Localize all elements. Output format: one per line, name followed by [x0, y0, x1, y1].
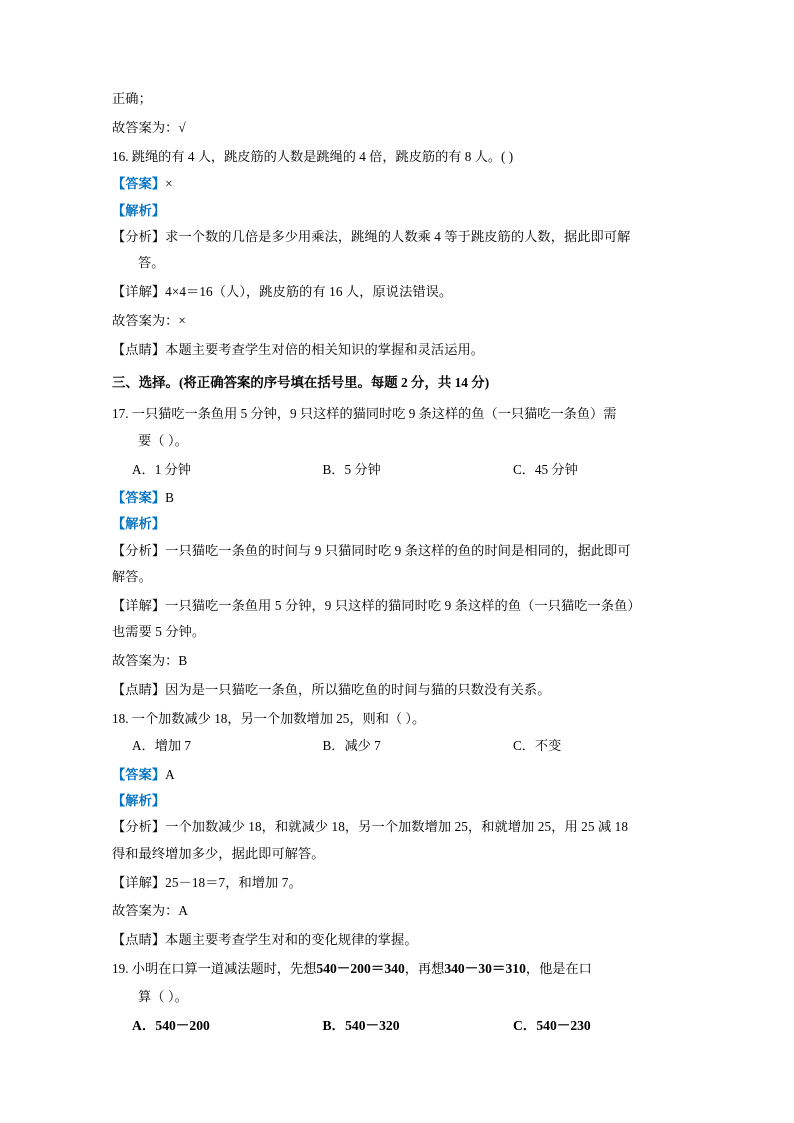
point-text: 因为是一只猫吃一条鱼，所以猫吃鱼的时间与猫的只数没有关系。 — [165, 682, 551, 698]
question-16-answer — [112, 173, 684, 194]
explanation-label: 【解析】 — [112, 516, 166, 532]
question-18 — [112, 708, 684, 729]
question-16-analysis — [112, 226, 684, 247]
question-18-explanation-label — [112, 790, 684, 811]
option-a[interactable]: A．540－200 — [132, 1018, 210, 1034]
question-18-options — [112, 735, 684, 756]
question-16-answer-line: 故答案为：× — [112, 313, 186, 328]
option-c[interactable]: C．540－230 — [512, 1018, 591, 1034]
explanation-label: 【解析】 — [112, 202, 166, 218]
section-title-three: 三、选择。(将正确答案的序号填在括号里。每题 2 分，共 14 分) — [112, 375, 490, 391]
answer-text: 故答案为：√ — [112, 119, 186, 135]
question-17-analysis — [112, 540, 684, 561]
question-19-number: 19. — [112, 961, 129, 977]
question-18-answer-line: 故答案为：A — [112, 903, 189, 919]
question-16-text: 跳绳的有 4 人，跳皮筋的人数是跳绳的 4 倍，跳皮筋的有 8 人。( ) — [131, 148, 514, 164]
point-text: 本题主要考查学生对和的变化规律的掌握。 — [165, 932, 418, 948]
question-17-answer-line: 故答案为：B — [112, 653, 188, 669]
point-label: 【点睛】 — [112, 932, 166, 948]
question-18-analysis — [112, 816, 684, 837]
detail-text: 一只猫吃一条鱼用 5 分钟，9 只这样的猫同时吃 9 条这样的鱼（一只猫吃一条鱼） — [165, 598, 641, 614]
question-17-text-cont: 要（ ）。 — [138, 433, 188, 449]
explanation-label: 【解析】 — [112, 792, 166, 808]
question-16-detail — [112, 281, 684, 302]
option-b[interactable]: B．减少 7 — [322, 738, 381, 754]
answer-label: 【答案】 — [112, 176, 166, 192]
question-16-number: 16. — [112, 148, 129, 164]
point-text: 本题主要考查学生对倍的相关知识的掌握和灵活运用。 — [165, 341, 485, 357]
question-19-text-cont: 算（ ）。 — [138, 989, 188, 1005]
question-19-text-c: ，他是在口 — [525, 961, 592, 977]
analysis-text: 一只猫吃一条鱼的时间与 9 只猫同时吃 9 条这样的鱼的时间是相同的，据此即可 — [165, 542, 631, 558]
answer-value: A — [165, 766, 175, 782]
question-17-text: 一只猫吃一条鱼用 5 分钟，9 只这样的猫同时吃 9 条这样的鱼（一只猫吃一条鱼）需 — [131, 405, 617, 421]
analysis-label: 【分析】 — [112, 542, 166, 558]
answer-checkmark-line — [112, 117, 684, 138]
option-a[interactable]: A．增加 7 — [132, 738, 191, 754]
question-18-number: 18. — [112, 711, 129, 727]
question-19-math-1: 540－200＝340 — [316, 961, 405, 977]
question-16-analysis-cont: 答。 — [138, 255, 165, 271]
question-19-text-a: 小明在口算一道减法题时，先想 — [131, 961, 317, 977]
question-17-explanation-label — [112, 513, 684, 534]
detail-text: 4×4＝16（人），跳皮筋的有 16 人，原说法错误。 — [165, 284, 453, 300]
point-label: 【点睛】 — [112, 341, 166, 357]
answer-label: 【答案】 — [112, 490, 166, 506]
analysis-text: 一个加数减少 18，和就减少 18，另一个加数增加 25，和就增加 25，用 25 减 18 — [165, 819, 629, 835]
answer-value: B — [165, 490, 175, 506]
option-c[interactable]: C．45 分钟 — [512, 461, 578, 477]
answer-value: × — [165, 176, 173, 192]
question-16-point — [112, 339, 684, 360]
question-18-text: 一个加数减少 18，另一个加数增加 25，则和（ ）。 — [131, 711, 426, 727]
question-17-options — [112, 459, 684, 480]
question-19-options — [112, 1015, 684, 1037]
question-17-number: 17. — [112, 405, 129, 421]
option-b[interactable]: B．540－320 — [322, 1018, 400, 1034]
question-19 — [112, 958, 684, 980]
question-18-answer — [112, 764, 684, 785]
question-17-detail-cont: 也需要 5 分钟。 — [112, 624, 206, 640]
detail-label: 【详解】 — [112, 598, 166, 614]
detail-label: 【详解】 — [112, 874, 166, 890]
answer-label: 【答案】 — [112, 766, 166, 782]
point-label: 【点睛】 — [112, 682, 166, 698]
question-17 — [112, 403, 684, 424]
detail-text: 25－18＝7，和增加 7。 — [165, 874, 302, 890]
option-c[interactable]: C．不变 — [512, 738, 562, 754]
question-17-answer — [112, 487, 684, 508]
question-16-explanation-label — [112, 200, 684, 221]
continued-text-line: 正确； — [112, 91, 152, 106]
question-17-detail — [112, 595, 684, 616]
question-16 — [112, 146, 684, 167]
question-17-analysis-cont: 解答。 — [112, 569, 152, 585]
question-18-detail — [112, 872, 684, 893]
question-17-point — [112, 679, 684, 700]
option-b[interactable]: B．5 分钟 — [322, 461, 381, 477]
detail-label: 【详解】 — [112, 284, 166, 300]
analysis-label: 【分析】 — [112, 228, 166, 244]
question-19-math-2: 340－30＝310 — [444, 961, 526, 977]
question-18-point — [112, 929, 684, 950]
question-19-text-b: ，再想 — [404, 961, 445, 977]
question-18-analysis-cont: 得和最终增加多少，据此即可解答。 — [112, 845, 325, 861]
analysis-label: 【分析】 — [112, 819, 166, 835]
option-a[interactable]: A．1 分钟 — [132, 461, 191, 477]
analysis-text: 求一个数的几倍是多少用乘法，跳绳的人数乘 4 等于跳皮筋的人数，据此即可解 — [165, 228, 631, 244]
